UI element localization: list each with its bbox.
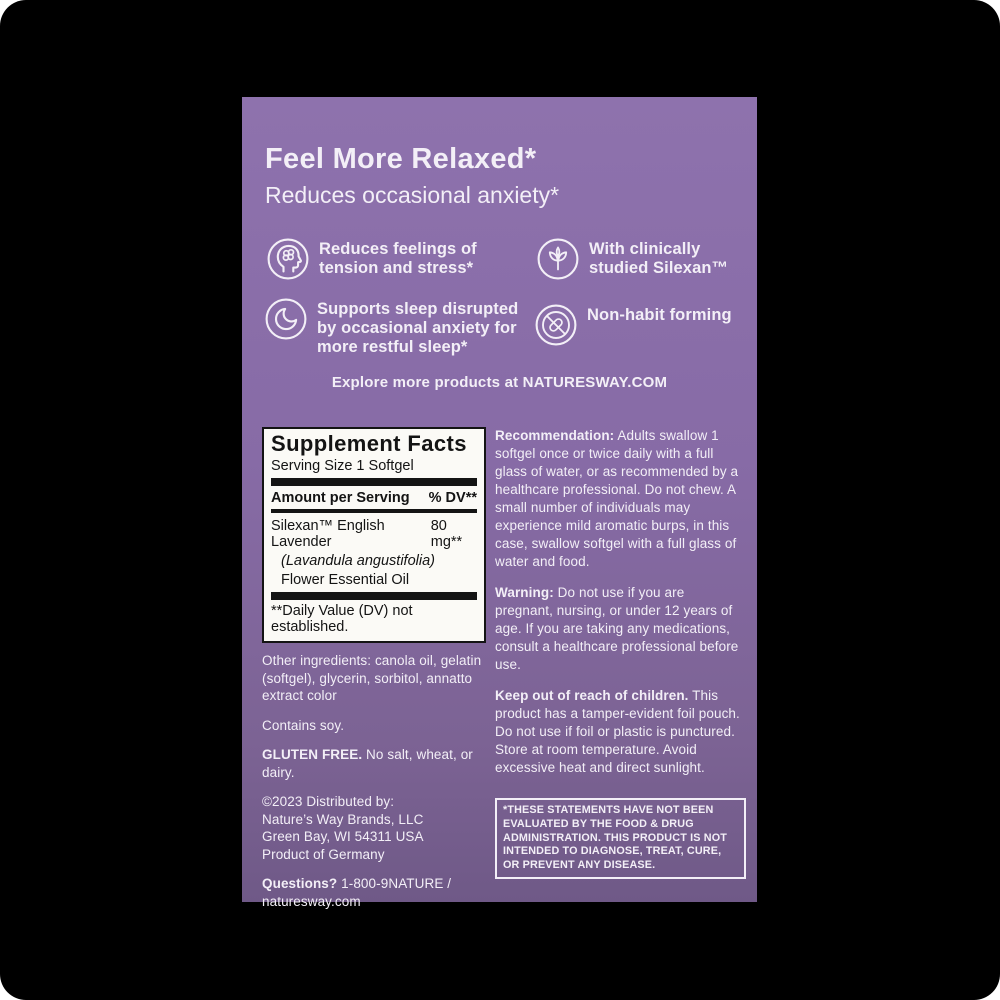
package-back-panel (242, 97, 757, 909)
amount-per-serving-label: Amount per Serving (271, 490, 410, 507)
left-column (262, 427, 486, 910)
label-columns (262, 427, 746, 910)
contains-statement: Contains soy. (262, 717, 345, 733)
explore-products-line: Explore more products at NATURESWAY.COM (331, 374, 668, 391)
benefit-text: Reduces feelings of tension and stress* (319, 240, 477, 277)
benefit-text: Non-habit forming (587, 306, 732, 324)
ingredient-row (271, 518, 477, 550)
distributor-line: ©2023 Distributed by: (262, 794, 395, 810)
head-brain-icon (266, 237, 310, 281)
no-pill-icon (534, 303, 578, 347)
gluten-free-statement (262, 746, 486, 781)
keep-out-lead: Keep out of reach of children. (495, 688, 689, 703)
right-column (495, 427, 746, 910)
keep-out-of-reach-paragraph (495, 687, 746, 777)
warning-paragraph (495, 584, 746, 674)
keep-out-body: This product has a tamper-evident foil pouch. Do not use if foil or plastic is punctured. Store at room temperature. Avoid excessive heat and direct sunlight. (495, 688, 740, 775)
distributor-block (262, 793, 486, 863)
benefit-text: With clinically studied Silexan™ (589, 240, 729, 277)
gluten-free-body: No salt, wheat, or dairy. (262, 747, 473, 780)
questions-lead: Questions? (262, 876, 338, 892)
supplement-facts-panel (262, 427, 486, 643)
warning-lead: Warning: (495, 585, 554, 600)
supplement-facts-title: Supplement Facts (271, 431, 467, 456)
recommendation-lead: Recommendation: (495, 428, 615, 443)
ingredient-latin-name: (Lavandula angustifolia) (281, 553, 435, 570)
ingredient-descriptor: Flower Essential Oil (281, 572, 410, 589)
recommendation-paragraph (495, 427, 746, 571)
serving-size: Serving Size 1 Softgel (271, 458, 414, 475)
dv-header: % DV** (428, 490, 477, 507)
distributor-line: Nature’s Way Brands, LLC (262, 811, 424, 827)
daily-value-footnote: **Daily Value (DV) not established. (271, 603, 413, 636)
benefit-tension-stress (266, 237, 495, 281)
lavender-sprig-icon (536, 237, 580, 281)
benefit-sleep-support (264, 297, 531, 357)
questions-body: 1-800-9NATURE / naturesway.com (262, 876, 452, 909)
product-claim-subtitle: Reduces occasional anxiety* (265, 182, 560, 208)
distributor-line: Product of Germany (262, 846, 385, 862)
recommendation-body: Adults swallow 1 softgel once or twice daily with a full glass of water, or as recommended by a healthcare professional. Do not chew. A small number of individuals may experience mild aromatic burps, in this case, swallow softgel with a full glass of water and food. (495, 428, 739, 569)
benefit-text: Supports sleep disrupted by occasional anxiety for more restful sleep* (317, 300, 519, 356)
amount-per-serving-row (271, 489, 477, 506)
ingredient-amount: 80 mg** (430, 518, 463, 551)
benefit-clinically-studied (536, 237, 741, 281)
warning-body: Do not use if you are pregnant, nursing, or under 12 years of age. If you are taking any medications, consult a healthcare professional before use. (495, 585, 739, 672)
divider-medium (271, 509, 477, 513)
divider-thick (271, 592, 477, 600)
product-claim-title: Feel More Relaxed* (265, 143, 537, 175)
crescent-moon-icon (264, 297, 308, 341)
benefit-non-habit (534, 303, 763, 347)
divider-thick (271, 478, 477, 486)
other-ingredients: Other ingredients: canola oil, gelatin (softgel), glycerin, sorbitol, annatto extract color (262, 653, 482, 704)
questions-contact (262, 875, 486, 910)
fda-disclaimer-box: *THESE STATEMENTS HAVE NOT BEEN EVALUATED BY THE FOOD & DRUG ADMINISTRATION. THIS PRODUCT IS NOT INTENDED TO DIAGNOSE, TREAT, CURE, OR PREVENT ANY DISEASE. (495, 798, 746, 879)
gluten-free-lead: GLUTEN FREE. (262, 747, 363, 763)
ingredient-name: Silexan™ English Lavender (271, 518, 385, 551)
distributor-line: Green Bay, WI 54311 USA (262, 829, 424, 845)
